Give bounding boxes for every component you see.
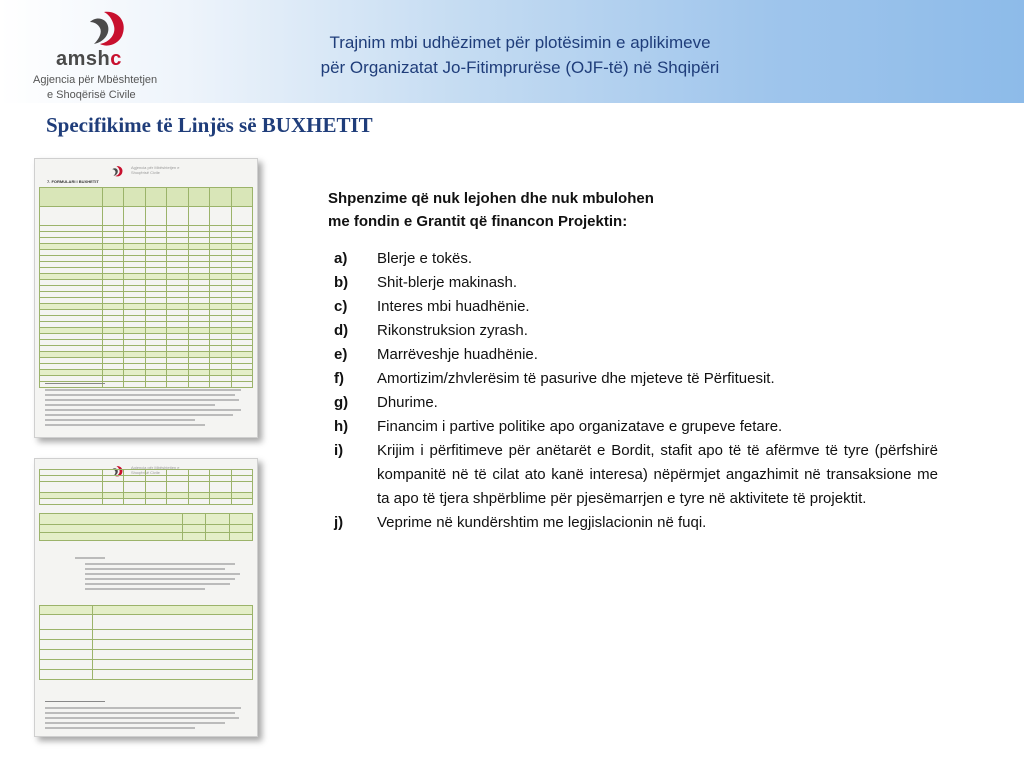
item-text: Rikonstruksion zyrash. [377, 322, 528, 339]
logo-subtitle-line2: e Shoqërisë Civile [47, 89, 136, 101]
mini-footnotes [45, 389, 245, 431]
mini-totals-table [39, 513, 253, 541]
intro-heading [328, 187, 748, 233]
header-title [240, 30, 800, 80]
mini-notes-block [75, 557, 245, 597]
item-letter: d) [334, 322, 349, 339]
intro-line2: me fondin e Grantit që financon Projektin: [328, 213, 628, 230]
mini-budget-table-continued [39, 469, 253, 505]
item-text: Financim i partive politike apo organizatave e grupeve fetare. [377, 418, 783, 435]
intro-line1: Shpenzime që nuk lejohen dhe nuk mbulohen [328, 190, 654, 207]
amshc-logo [30, 6, 180, 101]
list-item [328, 271, 938, 295]
list-item [328, 319, 938, 343]
header-title-line2: për Organizatat Jo-Fitimprurëse (OJF-të) në Shqipëri [320, 58, 720, 77]
mini-logo-text: Agjencia për Mbështetjen e Shoqërisë Civile [131, 165, 180, 175]
item-letter: g) [334, 394, 349, 411]
item-text: Marrëveshje huadhënie. [377, 346, 538, 363]
header-title-line1: Trajnim mbi udhëzimet për plotësimin e aplikimeve [329, 33, 711, 52]
budget-form-thumbnail-2 [34, 458, 258, 737]
list-item [328, 295, 938, 319]
list-item [328, 511, 938, 535]
list-item [328, 343, 938, 367]
item-letter: j) [334, 514, 344, 531]
item-text: Krijim i përfitimeve për anëtarët e Bordit, stafit apo të të afërmve të tyre (përfshirë kompanitë në të cilat ato kanë interesa) nëpërmjet angazhimit në transaksione me ta apo të tjera shpërblime për pjesëmarrjen e tyre në aktivitete të projektit. [377, 442, 938, 507]
item-text: Veprime në kundërshtim me legjislacionin në fuqi. [377, 514, 707, 531]
mini-budget-table [39, 187, 253, 388]
expenses-content [328, 187, 938, 535]
item-letter: f) [334, 370, 344, 387]
logo-subtitle-line1: Agjencia për Mbështetjen [33, 74, 158, 86]
mini-form-title: 7. FORMULARI I BUXHETIT [47, 179, 99, 184]
mini-funding-table [39, 605, 253, 680]
mini-footnotes [45, 707, 245, 733]
header-banner [0, 0, 1024, 103]
section-title: Specifikime të Linjës së BUXHETIT [46, 113, 373, 137]
logo-wordmark: amshc [56, 48, 122, 70]
item-letter: c) [334, 298, 348, 315]
list-item [328, 367, 938, 391]
item-text: Blerje e tokës. [377, 250, 473, 267]
item-text: Amortizim/zhvlerësim të pasurive dhe mjeteve të Përfituesit. [377, 370, 775, 387]
item-letter: b) [334, 274, 349, 291]
mini-footnote-rule [45, 383, 105, 384]
mini-logo-text: Agjencia për Mbështetjen e Shoqërisë Civile [131, 465, 180, 475]
list-item [328, 439, 938, 511]
item-letter: e) [334, 346, 348, 363]
item-text: Dhurime. [377, 394, 438, 411]
mini-logo-icon [109, 165, 127, 179]
ineligible-expenses-list [328, 247, 938, 535]
budget-form-thumbnail-1 [34, 158, 258, 438]
list-item [328, 415, 938, 439]
mini-footnote-rule [45, 701, 105, 702]
item-letter: a) [334, 250, 348, 267]
item-text: Shit-blerje makinash. [377, 274, 518, 291]
list-item [328, 247, 938, 271]
list-item [328, 391, 938, 415]
item-text: Interes mbi huadhënie. [377, 298, 530, 315]
item-letter: h) [334, 418, 349, 435]
item-letter: i) [334, 442, 344, 459]
